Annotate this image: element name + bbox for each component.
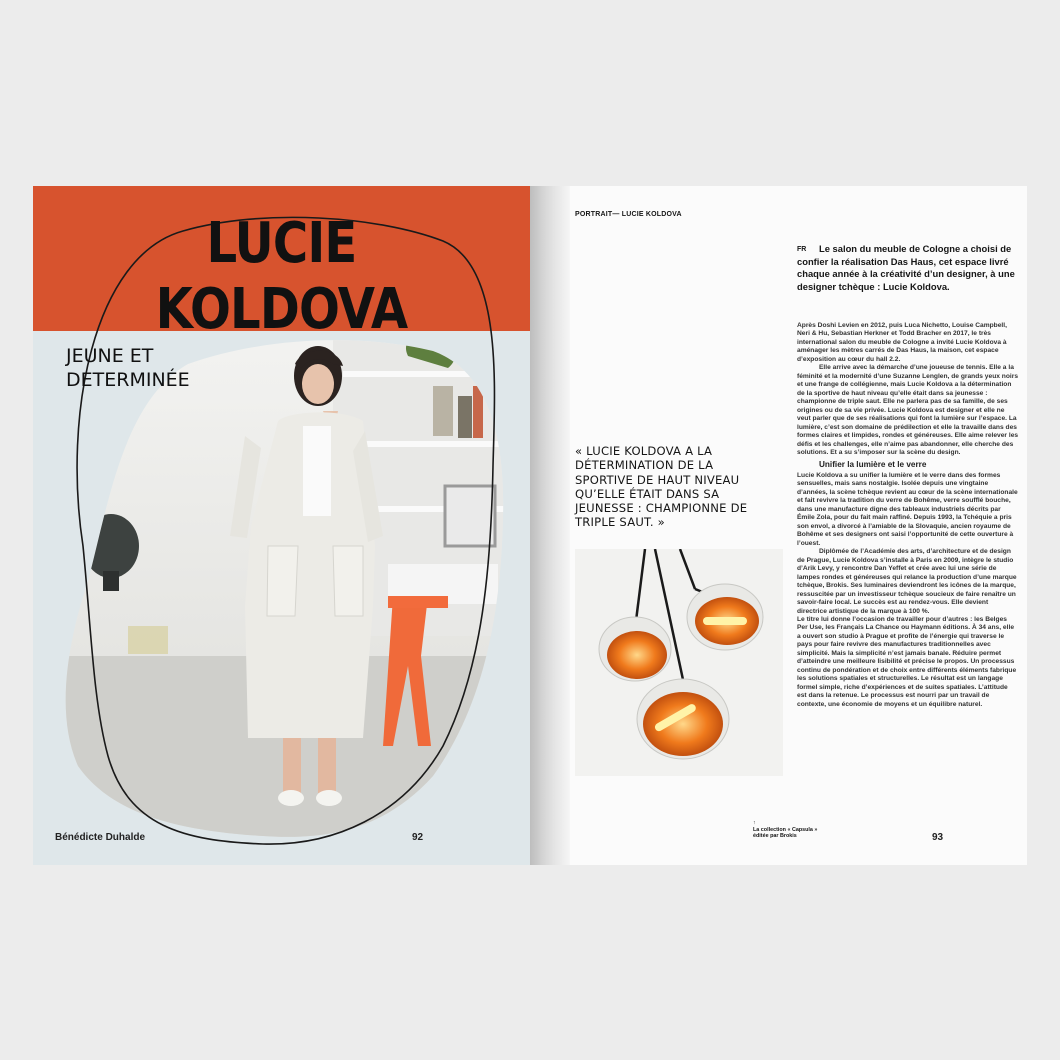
magazine-spread [33, 186, 1027, 865]
body-paragraph: Le titre lui donne l’occasion de travailler pour d’autres : les Belges Per Use, les Français La Chance ou Haymann éditions. À 34 ans, elle a ouvert son studio à Prague et profite de l’énergie qui traverse le pays pour faire revivre des manufactures traditionnelles avec simplicité. Mais la simplicité n’est jamais banale. Réduire permet d’atteindre une meilleure lisibilité et précise le propos. Un processus continu de pondération et de choix entre différents éléments fabrique les solutions spatiales et structurelles. Le résultat est un langage formel simple, riche d’expériences et de suites spatiales. L’attitude est dans la retenue. Le processus est nourri par un travail de contexte, une économie de moyens et un équilibre naturel. [797, 615, 1017, 708]
intro-paragraph: Le salon du meuble de Cologne a choisi de confier la réalisation Das Haus, cet espace livré chaque année à la créativité d’un designer, à une designer tchèque : Lucie Koldova. [797, 243, 1015, 292]
language-tag: FR [797, 246, 807, 253]
page-number-right: 93 [932, 832, 944, 843]
photo-caption [753, 820, 823, 840]
article-body [797, 322, 1019, 709]
caption-text: La collection « Capsula » éditée par Brokis [753, 826, 818, 840]
section-subhead: Unifier la lumière et le verre [819, 459, 927, 469]
title-first-name: LUCIE [206, 211, 357, 276]
author-credit: Bénédicte Duhalde [55, 832, 146, 843]
title-last-name: KOLDOVA [155, 277, 408, 342]
left-page [33, 186, 530, 865]
body-paragraph: Diplômée de l’Académie des arts, d’architecture et de design de Prague, Lucie Koldova s’installe à Paris en 2009, intègre le studio d’Arik Levy, y rencontre Dan Yeffet et crée avec lui une série de lampes rondes et généreuses qui relance la production d’une marque tchèque, Brokis. Ses luminaires deviendront les icônes de la marque, ressuscitée par un investisseur tchèque soucieux de faire renaître un savoir-faire local. Le succès est au rendez-vous. Elle devient directrice artistique de la marque à 100 %. [797, 548, 1017, 615]
lamp-photo [575, 549, 783, 776]
page-number-left: 92 [412, 832, 424, 843]
body-paragraph: Lucie Koldova a su unifier la lumière et le verre dans des formes sensuelles, mais sans nostalgie. Isolée depuis une vingtaine d’années, la scène tchèque revient au cœur de la scène internationale et fait revivre la tradition du verre de Bohême, verre soufflé bouche, dans une manufacture digne des tableaux industriels décrits par Émile Zola, pour du fait main raffiné. Depuis 1993, la Tchéquie a pris son envol, a divorcé à l’amiable de la Slovaquie, ancien royaume de Bohême et ses designers ont saisi l’opportunité de cette ouverture à l’ouest. [797, 471, 1018, 547]
body-paragraph: Elle arrive avec la démarche d’une joueuse de tennis. Elle a la féminité et la modernité d’une Suzanne Lenglen, de grands yeux noirs et une frange de collégienne, mais Lucie Koldova a la détermination de la sportive de haut niveau qu’elle était dans sa jeunesse : championne de triple saut. Elle ne parlera pas de sa famille, de ses origines ou de sa vie privée. Lucie Koldova est designer et elle ne veut parler que de ses réalisations qui font la lumière sur l’espace. La lumière, c’est son domaine de prédilection et elle la travaille dans des formes claires et limpides, rondes et généreuses. Elle aime relever les défis et les challenges, elle n’aime pas abandonner, elle cherche des solutions. Et a su s’imposer sur la scène du design. [797, 364, 1019, 457]
book-gutter [530, 186, 570, 865]
subtitle-line-2: DETERMINÉE [66, 369, 190, 391]
section-rubric: PORTRAIT— LUCIE KOLDOVA [575, 211, 682, 218]
body-paragraph: Après Doshi Levien en 2012, puis Luca Nichetto, Louise Campbell, Neri & Hu, Sebastian Herkner et Todd Bracher en 2017, le très international salon du meuble de Cologne a invité Lucie Koldova à aménager les mètres carrés de Das Haus, la maison, cet espace d’exposition au cœur du hall 2.2. [797, 322, 1007, 363]
subtitle [66, 344, 190, 392]
pull-quote: « LUCIE KOLDOVA A LA DÉTERMINATION DE LA SPORTIVE DE HAUT NIVEAU QU’ELLE ÉTAIT DANS SA JEUNESSE : CHAMPIONNE DE TRIPLE SAUT. » [575, 444, 748, 530]
subtitle-line-1: JEUNE ET [66, 345, 154, 367]
right-page [570, 186, 1027, 865]
caption-arrow-icon: ↑ [753, 820, 756, 826]
